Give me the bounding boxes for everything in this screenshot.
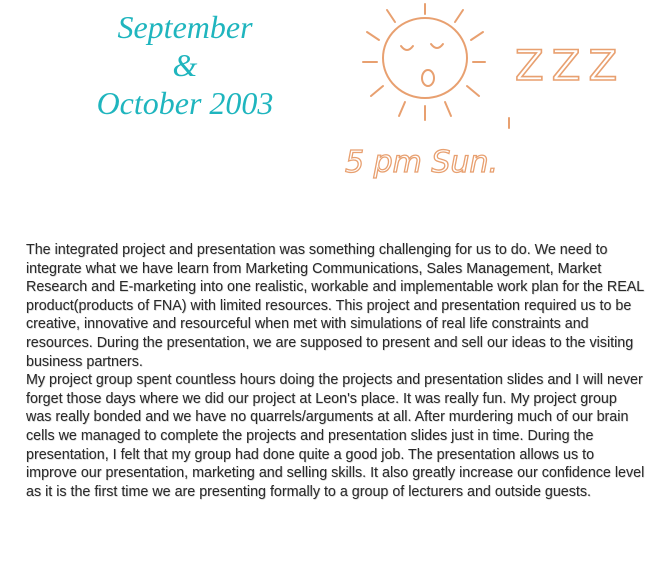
snore-text: ZZZ — [515, 41, 626, 90]
title-line-month: September — [117, 9, 253, 45]
journal-entry — [26, 241, 646, 501]
page-title — [60, 8, 310, 122]
paragraph-project-description: The integrated project and presentation was something challenging for us to do. We need to integrate what we have learn from Marketing Communications, Sales Management, Market Research and E-marketing into one realistic, workable and implementable work plan for the REAL product(products of FNA) with limited resources. This project and presentation required us to be creative, innovative and resourceful when met with simulations of real life constraints and resources. During the presentation, we are supposed to present and sell our ideas to the visiting business partners. — [26, 242, 644, 370]
time-caption: 5 pm Sun. — [345, 145, 499, 180]
sun-icon — [335, 0, 635, 200]
paragraph-group-experience: My project group spent countless hours doing the projects and presentation slides and I will never forget those days where we did our project at Leon's place. It was really fun. My project group was really bonded and we have no quarrels/arguments at all. After murdering much of our brain cells we managed to complete the projects and presentation slides just in time. During the presentation, I felt that my group had done quite a good job. The presentation allows us to improve our presentation, marketing and selling skills. It also greatly increase our confidence level as it is the first time we are presenting formally to a group of lecturers and outside guests. — [26, 372, 645, 500]
sleeping-sun-drawing — [335, 0, 635, 200]
title-line-ampersand: & — [172, 47, 198, 83]
title-line-month-year: October 2003 — [96, 85, 274, 121]
